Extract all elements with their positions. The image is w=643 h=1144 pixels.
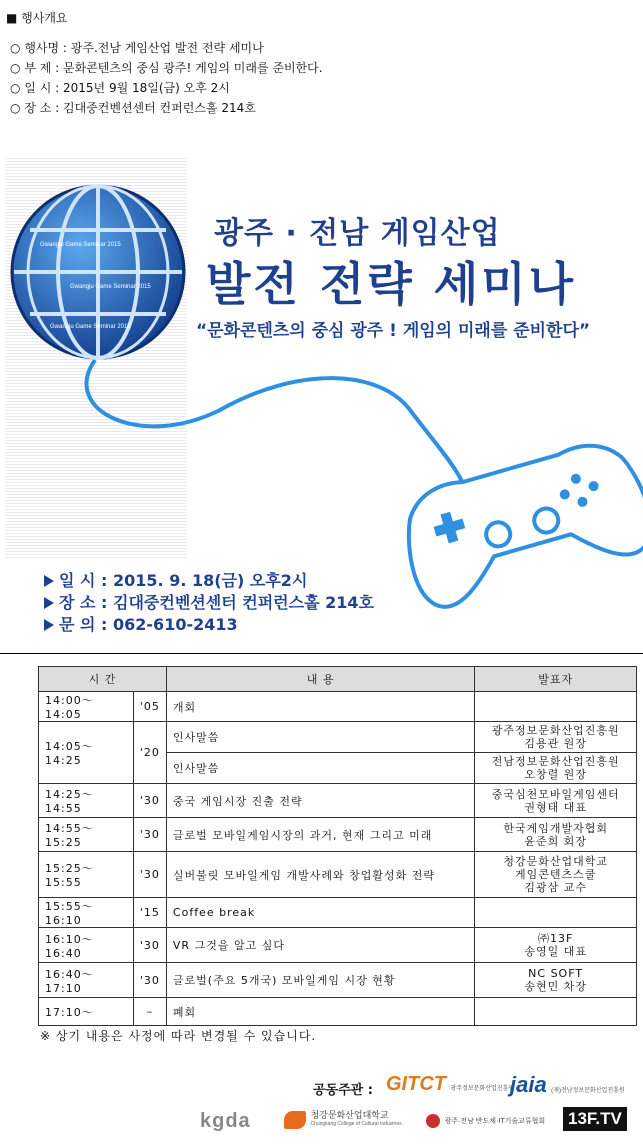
- cell-time: 15:55～16:10: [39, 898, 134, 928]
- triangle-right-icon: [44, 619, 54, 631]
- gitct-logo-mark: GITCT: [386, 1073, 446, 1095]
- cell-duration: –: [133, 998, 166, 1026]
- table-row: [39, 784, 637, 818]
- globe-icon: [12, 186, 184, 358]
- poster-title-line1: 광주 · 전남 게임산업: [214, 216, 501, 251]
- overview-row-subtitle: [6, 58, 323, 78]
- globe-text-3: Gwangju Game Seminar 2015: [50, 324, 131, 330]
- triangle-right-icon: [44, 575, 54, 587]
- chungkang-sub: Chungkang College of Cultural Industries: [310, 1121, 402, 1127]
- table-row: [39, 722, 637, 753]
- bullet-icon: ○: [10, 41, 21, 55]
- poster-slogan: “문화콘텐츠의 중심 광주 ! 게임의 미래를 준비한다”: [196, 321, 591, 341]
- cell-speaker: 중국심천모바일게임센터 권형태 대표: [475, 784, 637, 818]
- overview-row-name: [6, 38, 323, 58]
- section-divider: [0, 653, 643, 654]
- table-row: [39, 963, 637, 998]
- cell-time: 15:25～15:55: [39, 852, 134, 898]
- table-row: [39, 998, 637, 1026]
- cell-speaker: 광주정보문화산업진흥원 김용관 원장: [475, 722, 637, 753]
- poster-title-line2: 발전 전략 세미나: [206, 257, 577, 311]
- cell-speaker: 청강문화산업대학교 게임콘텐츠스쿨 김광삼 교수: [475, 852, 637, 898]
- cell-content: 실버불릿 모바일게임 개발사례와 창업활성화 전략: [166, 852, 474, 898]
- table-row: [39, 898, 637, 928]
- schedule-note: ※ 상기 내용은 사정에 따라 변경될 수 있습니다.: [40, 1029, 317, 1043]
- row-label: 일 시 :: [24, 81, 60, 95]
- header-time: 시 간: [39, 667, 167, 692]
- event-overview: [6, 8, 323, 118]
- globe-text-2: Gwangju Game Seminar 2015: [70, 284, 151, 290]
- cell-time: 16:10～16:40: [39, 928, 134, 963]
- cell-content: 중국 게임시장 진출 전략: [166, 784, 474, 818]
- cell-content: 개회: [166, 692, 474, 722]
- association-name: 광주·전남 반도체·IT기술교류협회: [444, 1117, 546, 1125]
- row-value: 광주.전남 게임산업 발전 전략 세미나: [70, 41, 264, 55]
- row-label: 부 제 :: [24, 61, 60, 75]
- cell-duration: '30: [133, 784, 166, 818]
- poster-info-contact: [44, 614, 374, 636]
- seminar-poster: [0, 150, 643, 648]
- cell-content: 글로벌(주요 5개국) 모바일게임 시장 현황: [166, 963, 474, 998]
- cell-content: 글로벌 모바일게임시장의 과거, 현재 그리고 미래: [166, 818, 474, 852]
- poster-info-date: [44, 570, 374, 592]
- cell-time: 14:00～14:05: [39, 692, 134, 722]
- cell-duration: '30: [133, 963, 166, 998]
- row-value: 문화콘텐츠의 중심 광주! 게임의 미래를 준비한다.: [63, 61, 323, 75]
- table-row: [39, 692, 637, 722]
- table-row: [39, 928, 637, 963]
- cell-content: Coffee break: [166, 898, 474, 928]
- overview-row-date: [6, 78, 323, 98]
- cell-speaker: NC SOFT 송현민 차장: [475, 963, 637, 998]
- cell-duration: '15: [133, 898, 166, 928]
- chungkang-logo: [284, 1111, 402, 1129]
- jaia-logo-mark: jaia: [510, 1072, 547, 1097]
- cell-duration: '30: [133, 928, 166, 963]
- jaia-logo: [510, 1072, 625, 1098]
- cell-duration: '20: [133, 722, 166, 784]
- chungkang-icon: [284, 1111, 306, 1129]
- cell-time: 14:55～15:25: [39, 818, 134, 852]
- cell-content: 인사말씀: [166, 753, 474, 784]
- triangle-right-icon: [44, 597, 54, 609]
- cell-time: 14:25～14:55: [39, 784, 134, 818]
- overview-title: ■ 행사개요: [6, 11, 68, 25]
- gamepad-icon: [393, 433, 643, 613]
- cell-content: 인사말씀: [166, 722, 474, 753]
- cell-content: VR 그것을 알고 싶다: [166, 928, 474, 963]
- gitct-logo-sub: 광주정보문화산업진흥원: [450, 1086, 515, 1092]
- poster-info-venue: [44, 592, 374, 614]
- kgda-logo: kgda: [200, 1110, 251, 1132]
- cell-time: 14:05～14:25: [39, 722, 134, 784]
- overview-row-venue: [6, 98, 323, 118]
- row-value: 김대중컨벤션센터 컨퍼런스홀 214호: [63, 101, 256, 115]
- controller-cable: [87, 360, 470, 510]
- cell-duration: '05: [133, 692, 166, 722]
- chungkang-name: 청강문화산업대학교: [310, 1110, 389, 1120]
- header-speaker: 발표자: [475, 667, 637, 692]
- cell-speaker: [475, 898, 637, 928]
- cell-speaker: 한국게임개발자협회 윤준희 회장: [475, 818, 637, 852]
- row-label: 행사명 :: [24, 41, 67, 55]
- association-icon: [426, 1114, 440, 1128]
- row-label: 장 소 :: [24, 101, 60, 115]
- info-text: 장 소 : 김대중컨벤션센터 컨퍼런스홀 214호: [59, 593, 374, 612]
- globe-text-1: Gwangju Game Seminar 2015: [40, 242, 121, 248]
- semiconductor-association-logo: [426, 1112, 545, 1130]
- cell-duration: '30: [133, 818, 166, 852]
- gitct-logo: [386, 1073, 514, 1096]
- cell-speaker: [475, 692, 637, 722]
- jaia-logo-sub: (재)전남정보문화산업진흥원: [551, 1088, 625, 1094]
- table-row: [39, 818, 637, 852]
- 13f-tv-logo: 13F.TV: [563, 1107, 627, 1131]
- row-value: 2015년 9월 18일(금) 오후 2시: [63, 81, 230, 95]
- table-header-row: [39, 667, 637, 692]
- bullet-icon: ○: [10, 101, 21, 115]
- cell-speaker: 전남정보문화산업진흥원 오창렬 원장: [475, 753, 637, 784]
- co-host-label: 공동주관 :: [313, 1083, 373, 1098]
- bullet-icon: ○: [10, 61, 21, 75]
- cell-duration: '30: [133, 852, 166, 898]
- schedule-table: [38, 666, 637, 1026]
- table-row: [39, 852, 637, 898]
- cell-time: 16:40～17:10: [39, 963, 134, 998]
- cell-speaker: ㈜13F 송영일 대표: [475, 928, 637, 963]
- cell-content: 폐회: [166, 998, 474, 1026]
- cell-speaker: [475, 998, 637, 1026]
- info-text: 문 의 : 062-610-2413: [59, 615, 238, 634]
- cell-time: 17:10～: [39, 998, 134, 1026]
- header-content: 내 용: [166, 667, 474, 692]
- bullet-icon: ○: [10, 81, 21, 95]
- poster-info: [44, 570, 374, 636]
- info-text: 일 시 : 2015. 9. 18(금) 오후2시: [59, 571, 308, 590]
